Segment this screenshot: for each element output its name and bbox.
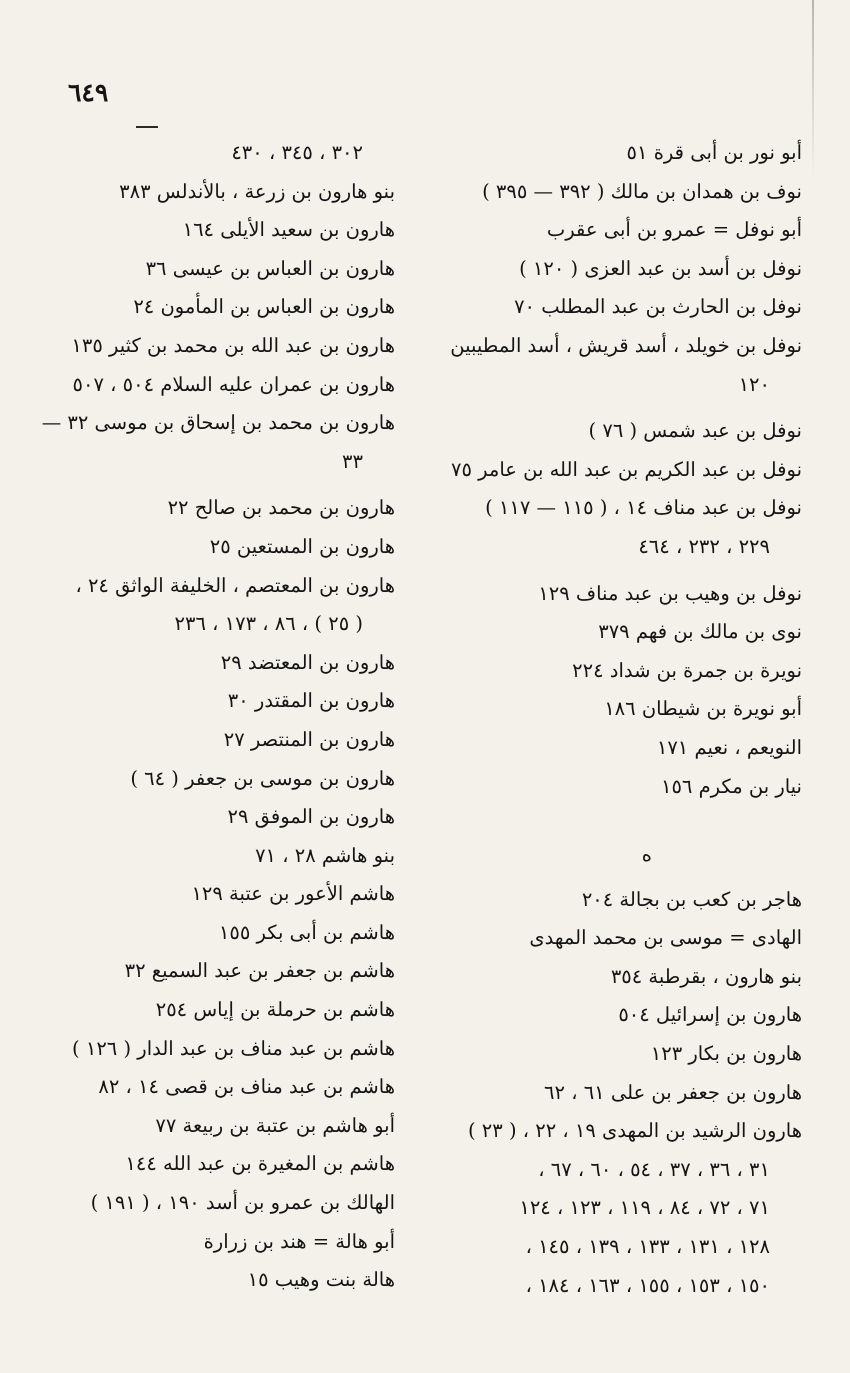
index-entry: هارون بن محمد بن إسحاق بن موسى ٣٢ —	[41, 411, 395, 435]
index-entry: هارون بن محمد بن صالح ٢٢	[167, 496, 395, 520]
index-entry: نوفل بن وهيب بن عبد مناف ١٢٩	[538, 581, 802, 605]
index-entry: الهالك بن عمرو بن أسد ١٩٠ ، ( ١٩١ )	[90, 1191, 395, 1215]
index-entry: هاشم بن المغيرة بن عبد الله ١٤٤	[125, 1152, 395, 1176]
index-entry: أبو هاشم بن عتبة بن ربيعة ٧٧	[155, 1113, 395, 1137]
index-entry: نوفل بن خويلد ، أسد قريش ، أسد المطيبين	[450, 333, 802, 357]
index-entry: هارون بن جعفر بن على ٦١ ، ٦٢	[544, 1080, 802, 1104]
index-entry: نوفل بن عبد الكريم بن عبد الله بن عامر ٧٥	[451, 457, 802, 481]
index-column-left	[41, 134, 395, 1300]
column-rule	[136, 126, 158, 128]
index-entry: هارون بن بكار ١٢٣	[650, 1042, 802, 1066]
index-entry: أبو هالة = هند بن زرارة	[203, 1229, 395, 1253]
index-entry: نويرة بن جمرة بن شداد ٢٢٤	[572, 658, 802, 682]
index-entry: نوفل بن عبد مناف ١٤ ، ( ١١٥ — ١١٧ )	[485, 496, 802, 520]
index-entry: أبو نوفل = عمرو بن أبى عقرب	[546, 218, 802, 242]
index-entry: هاشم بن عبد مناف بن قصى ١٤ ، ٨٢	[98, 1075, 395, 1099]
page-number: ٦٤٩	[68, 78, 109, 107]
index-entry: هارون بن الموفق ٢٩	[227, 805, 395, 829]
index-entry: نوى بن مالك بن فهم ٣٧٩	[598, 620, 802, 644]
index-entry: أبو نويرة بن شيطان ١٨٦	[604, 697, 802, 721]
index-entry-continuation: ( ٢٥ ) ، ٨٦ ، ١٧٣ ، ٢٣٦	[174, 612, 363, 636]
index-entry-continuation: ٣٠٢ ، ٣٤٥ ، ٤٣٠	[231, 141, 363, 164]
index-entry: هارون بن عمران عليه السلام ٥٠٤ ، ٥٠٧	[72, 372, 395, 396]
index-entry: هالة بنت وهيب ١٥	[247, 1268, 395, 1292]
index-entry: هارون بن عبد الله بن محمد بن كثير ١٣٥	[71, 333, 395, 357]
index-entry: بنو هاشم ٢٨ ، ٧١	[255, 843, 395, 867]
page-edge-line	[812, 0, 814, 180]
index-entry: بنو هارون بن زرعة ، بالأندلس ٣٨٣	[119, 179, 395, 203]
index-entry: هارون بن العباس بن عيسى ٣٦	[145, 256, 395, 280]
index-entry-continuation: ٢٢٩ ، ٢٣٢ ، ٤٦٤	[638, 534, 770, 558]
index-entry: هاجر بن كعب بن بجالة ٢٠٤	[581, 887, 802, 911]
index-entry-continuation: ٧١ ، ٧٢ ، ٨٤ ، ١١٩ ، ١٢٣ ، ١٢٤	[519, 1196, 770, 1220]
index-column-right	[422, 134, 802, 1305]
index-entry-continuation: ٣٣	[342, 449, 363, 473]
index-entry: هارون بن المستعين ٢٥	[209, 534, 395, 558]
index-entry: نوفل بن عبد شمس ( ٧٦ )	[588, 419, 802, 443]
index-entry: نيار بن مكرم ١٥٦	[660, 774, 802, 798]
index-entry: هارون بن المقتدر ٣٠	[227, 689, 395, 713]
index-entry: نوف بن همدان بن مالك ( ٣٩٢ — ٣٩٥ )	[482, 179, 802, 203]
index-entry: هارون بن العباس بن المأمون ٢٤	[133, 295, 395, 319]
index-entry: هاشم بن عبد مناف بن عبد الدار ( ١٢٦ )	[72, 1036, 395, 1060]
section-letter: ه	[641, 843, 652, 867]
index-entry: هارون بن المعتضد ٢٩	[220, 650, 395, 674]
index-entry: بنو هارون ، بقرطبة ٣٥٤	[610, 964, 802, 988]
index-entry: هارون بن إسرائيل ٥٠٤	[618, 1003, 802, 1027]
index-entry-continuation: ١٢٠	[738, 372, 770, 396]
index-entry: هارون بن سعيد الأيلى ١٦٤	[182, 218, 395, 242]
index-entry: هاشم بن أبى بكر ١٥٥	[218, 920, 395, 944]
index-entry: نوفل بن أسد بن عبد العزى ( ١٢٠ )	[519, 256, 802, 280]
index-entry: نوفل بن الحارث بن عبد المطلب ٧٠	[514, 295, 802, 319]
index-entry-continuation: ٣١ ، ٣٦ ، ٣٧ ، ٥٤ ، ٦٠ ، ٦٧ ،	[538, 1157, 770, 1181]
index-entry: هارون بن المعتصم ، الخليفة الواثق ٢٤ ،	[75, 573, 395, 597]
index-entry: هاشم بن جعفر بن عبد السميع ٣٢	[124, 959, 395, 983]
index-entry: هارون بن موسى بن جعفر ( ٦٤ )	[130, 766, 395, 790]
index-entry-continuation: ١٢٨ ، ١٣١ ، ١٣٣ ، ١٣٩ ، ١٤٥ ،	[525, 1235, 770, 1259]
index-entry: هارون بن المنتصر ٢٧	[223, 727, 395, 751]
index-entry: هاشم الأعور بن عتبة ١٢٩	[191, 882, 395, 906]
index-entry-continuation: ١٥٠ ، ١٥٣ ، ١٥٥ ، ١٦٣ ، ١٨٤ ،	[525, 1273, 770, 1297]
index-entry: أبو نور بن أبى قرة ٥١	[626, 141, 802, 164]
index-entry: هاشم بن حرملة بن إياس ٢٥٤	[155, 998, 395, 1022]
index-entry: هارون الرشيد بن المهدى ١٩ ، ٢٢ ، ( ٢٣ )	[467, 1119, 802, 1143]
index-entry: النويعم ، نعيم ١٧١	[656, 735, 802, 759]
index-entry: الهادى = موسى بن محمد المهدى	[529, 926, 802, 950]
